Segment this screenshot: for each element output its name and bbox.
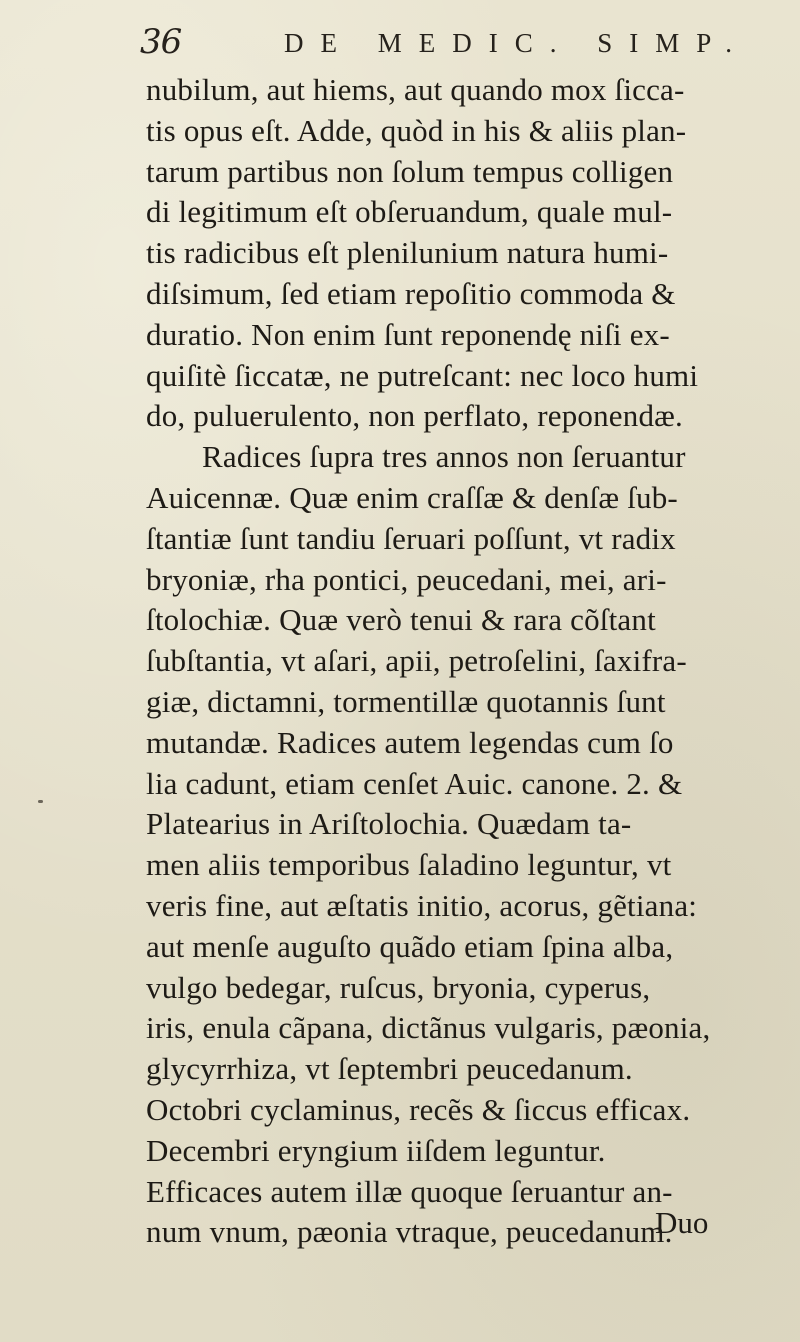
text-line: Efficaces autem illæ quoque ſeruantur an-	[146, 1173, 673, 1209]
text-line: duratio. Non enim ſunt reponendę niſi ex-	[146, 316, 670, 352]
text-line: ſtolochiæ. Quæ verò tenui & rara cõſtant	[146, 602, 656, 638]
text-line: bryoniæ, rha pontici, peucedani, mei, ari-	[146, 561, 667, 597]
text-line: ſubſtantia, vt aſari, apii, petroſelini, ſaxifra-	[146, 643, 687, 679]
text-line: tis opus eſt. Adde, quòd in his & aliis plan-	[146, 112, 687, 148]
running-title: DE MEDIC. SIMP.	[284, 28, 750, 58]
text-line: men aliis temporibus ſaladino leguntur, vt	[146, 847, 672, 883]
text-line: num vnum, pæonia vtraque, peucedanum.	[146, 1214, 673, 1250]
text-line: aut menſe auguſto quãdo etiam ſpina alba,	[146, 928, 674, 964]
text-line: ſtantiæ ſunt tandiu ſeruari poſſunt, vt radix	[146, 520, 676, 556]
text-line: tarum partibus non ſolum tempus colligen	[146, 153, 674, 189]
text-line: glycyrrhiza, vt ſeptembri peucedanum.	[146, 1051, 633, 1087]
text-line: Decembri eryngium iiſdem leguntur.	[146, 1132, 606, 1168]
paragraph-start-line: Radices ſupra tres annos non ſeruantur	[202, 439, 686, 475]
text-line: mutandæ. Radices autem legendas cum ſo	[146, 724, 674, 760]
text-line: veris fine, aut æſtatis initio, acorus, gẽtiana:	[146, 887, 698, 923]
text-line: diſsimum, ſed etiam repoſitio commoda &	[146, 275, 676, 311]
text-line: vulgo bedegar, ruſcus, bryonia, cyperus,	[146, 969, 651, 1005]
margin-mark	[38, 800, 43, 803]
text-line: nubilum, aut hiems, aut quando mox ſicca-	[146, 72, 685, 107]
text-line: di legitimum eſt obſeruandum, quale mul-	[146, 194, 673, 230]
text-line: quiſitè ſiccatæ, ne putreſcant: nec loco humi	[146, 357, 699, 393]
text-line: tis radicibus eſt plenilunium natura humi-	[146, 235, 669, 271]
catchword: Duo	[655, 1205, 709, 1240]
page-header	[140, 22, 750, 66]
text-line: do, puluerulento, non perflato, reponendæ.	[146, 398, 683, 434]
text-line: giæ, dictamni, tormentillæ quotannis ſunt	[146, 683, 666, 719]
body-text	[146, 70, 746, 1253]
page-number: 36	[140, 22, 182, 62]
text-line: Platearius in Ariſtolochia. Quædam ta-	[146, 806, 632, 842]
text-line: Octobri cyclaminus, recẽs & ſiccus efficax.	[146, 1091, 691, 1127]
text-line: iris, enula cãpana, dictãnus vulgaris, pæonia,	[146, 1010, 711, 1046]
text-line: lia cadunt, etiam cenſet Auic. canone. 2. &	[146, 765, 683, 801]
text-line: Auicennæ. Quæ enim craſſæ & denſæ ſub-	[146, 479, 678, 515]
